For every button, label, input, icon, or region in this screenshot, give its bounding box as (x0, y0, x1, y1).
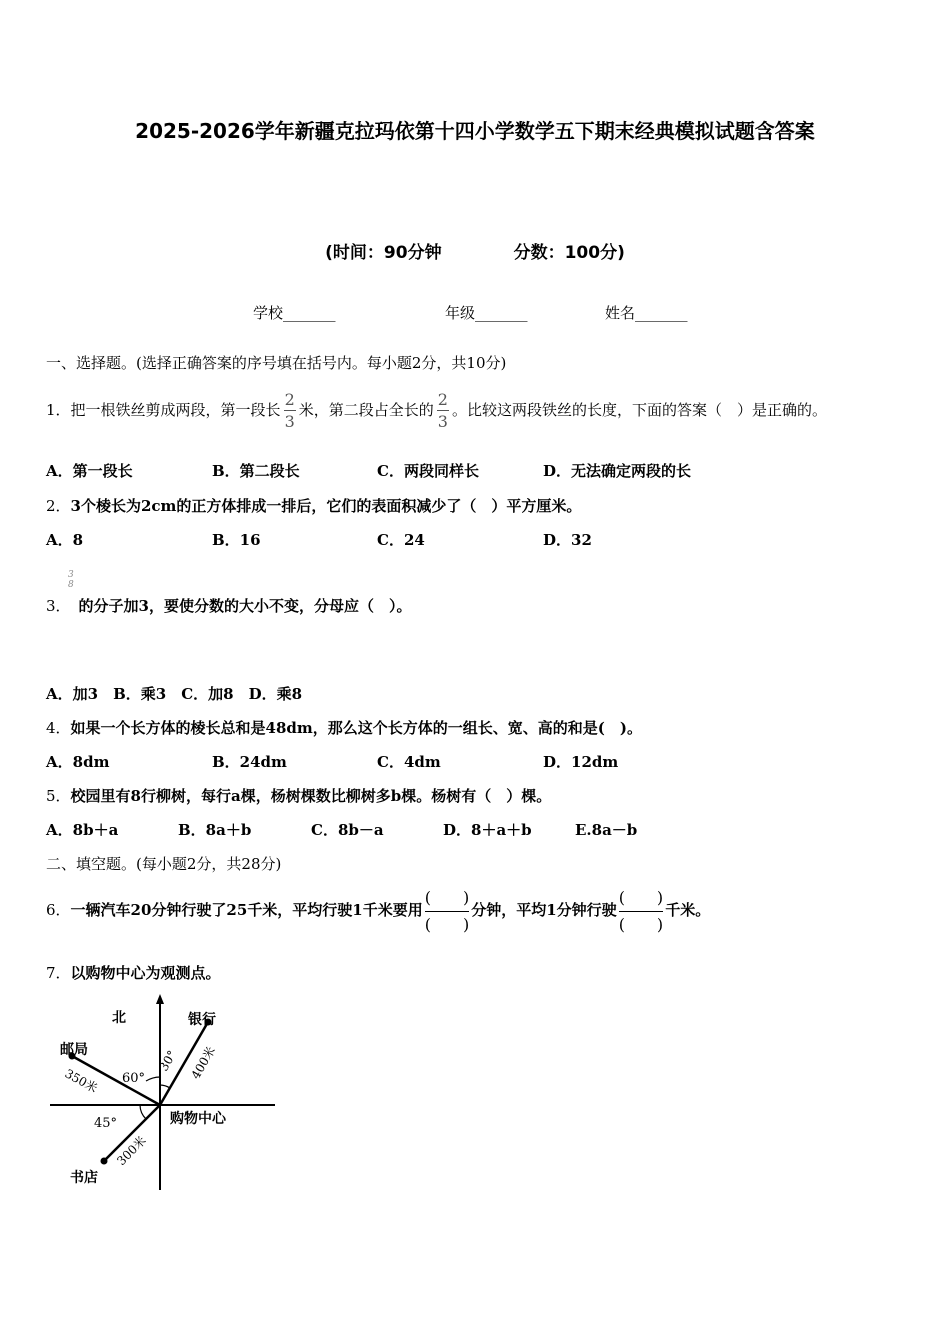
question-7-number: 7． (46, 964, 71, 982)
question-6-text-a: 一辆汽车20分钟行驶了25千米，平均行驶1千米要用 (70, 901, 423, 919)
angle-45-label: 45° (94, 1116, 118, 1131)
north-label: 北 (112, 1010, 126, 1026)
section-2-heading: 二、填空题。(每小题2分，共28分) (46, 855, 282, 873)
north-arrow-icon (156, 994, 164, 1004)
distance-post-label: 350米 (62, 1066, 100, 1096)
answer-blank-fraction[interactable]: $\frac{( )}{( )}$ (618, 887, 664, 934)
question-6 (46, 875, 710, 945)
q5-option-d[interactable]: D．8＋a＋b (443, 821, 532, 839)
question-5-number: 5． (46, 787, 71, 805)
fraction-two-thirds: $\frac{2}{3}$ (437, 390, 448, 431)
question-1-text-a: 把一根铁丝剪成两段，第一段长 (70, 401, 281, 419)
q4-option-d[interactable]: D．12dm (543, 753, 619, 771)
question-3-text: 的分子加3，要使分数的大小不变，分母应（ ）。 (78, 597, 412, 615)
q2-option-a[interactable]: A．8 (46, 531, 84, 549)
question-1 (46, 375, 827, 445)
post-office-label: 邮局 (60, 1042, 88, 1058)
question-1-text-b: 米，第二段占全长的 (298, 401, 434, 419)
grade-field[interactable]: 年级_______ (445, 304, 528, 322)
school-field[interactable]: 学校_______ (253, 304, 336, 322)
bookstore-label: 书店 (70, 1170, 98, 1186)
q3-options[interactable]: A．加3 B．乘3 C．加8 D．乘8 (46, 685, 303, 703)
question-2 (46, 495, 581, 516)
bookstore-point (101, 1158, 108, 1165)
shopping-center-label: 购物中心 (170, 1111, 226, 1127)
q1-option-a[interactable]: A．第一段长 (46, 462, 133, 480)
question-4-number: 4． (46, 719, 71, 737)
q5-option-b[interactable]: B．8a＋b (178, 821, 252, 839)
fraction-three-eighths: 3 8 (68, 570, 74, 590)
question-2-text: 3个棱长为2cm的正方体排成一排后，它们的表面积减少了（ ）平方厘米。 (70, 497, 582, 515)
question-6-text-c: 千米。 (665, 901, 711, 919)
question-6-number: 6． (46, 901, 71, 919)
angle-arc-bank (160, 1085, 170, 1088)
answer-blank-fraction[interactable]: $\frac{( )}{( )}$ (424, 887, 470, 934)
question-2-number: 2． (46, 497, 71, 515)
angle-30-label: 30° (156, 1048, 180, 1074)
question-5-text: 校园里有8行柳树，每行a棵，杨树棵数比柳树多b棵。杨树有（ ）棵。 (70, 787, 552, 805)
distance-book-label: 300米 (114, 1133, 149, 1169)
question-4 (46, 717, 642, 738)
bank-label: 银行 (188, 1012, 216, 1028)
q1-option-c[interactable]: C．两段同样长 (377, 462, 479, 480)
exam-time: (时间：90分钟 (325, 243, 442, 263)
question-6-text-b: 分钟，平均1分钟行驶 (471, 901, 617, 919)
question-1-text-c: 。比较这两段铁丝的长度，下面的答案（ ）是正确的。 (451, 401, 827, 419)
q5-option-c[interactable]: C．8b－a (311, 821, 384, 839)
q4-option-a[interactable]: A．8dm (46, 753, 110, 771)
q2-option-b[interactable]: B．16 (212, 531, 261, 549)
exam-score: 分数：100分) (513, 243, 625, 263)
question-3-number: 3． (46, 597, 71, 615)
question-4-text: 如果一个长方体的棱长总和是48dm，那么这个长方体的一组长、宽、高的和是( )。 (70, 719, 642, 737)
q2-option-d[interactable]: D．32 (543, 531, 592, 549)
angle-arc-book (140, 1105, 146, 1119)
page-title: 2025-2026学年新疆克拉玛依第十四小学数学五下期末经典模拟试题含答案 (135, 119, 815, 143)
angle-arc-post (146, 1077, 160, 1081)
name-field[interactable]: 姓名_______ (605, 304, 688, 322)
question-7 (46, 962, 221, 983)
q1-option-b[interactable]: B．第二段长 (212, 462, 300, 480)
angle-60-label: 60° (122, 1071, 146, 1086)
q5-option-a[interactable]: A．8b＋a (46, 821, 119, 839)
question-5 (46, 785, 551, 806)
q2-option-c[interactable]: C．24 (377, 531, 425, 549)
q5-option-e[interactable]: E.8a－b (575, 821, 638, 839)
distance-bank-label: 400米 (188, 1044, 219, 1082)
q4-option-b[interactable]: B．24dm (212, 753, 287, 771)
q4-option-c[interactable]: C．4dm (377, 753, 441, 771)
question-3 (46, 595, 412, 616)
q1-option-d[interactable]: D．无法确定两段的长 (543, 462, 692, 480)
direction-diagram (40, 990, 290, 1200)
exam-meta (0, 238, 950, 263)
question-1-number: 1． (46, 401, 71, 419)
question-7-text: 以购物中心为观测点。 (70, 964, 221, 982)
fraction-two-thirds: $\frac{2}{3}$ (284, 390, 295, 431)
section-1-heading: 一、选择题。(选择正确答案的序号填在括号内。每小题2分，共10分) (46, 354, 507, 372)
